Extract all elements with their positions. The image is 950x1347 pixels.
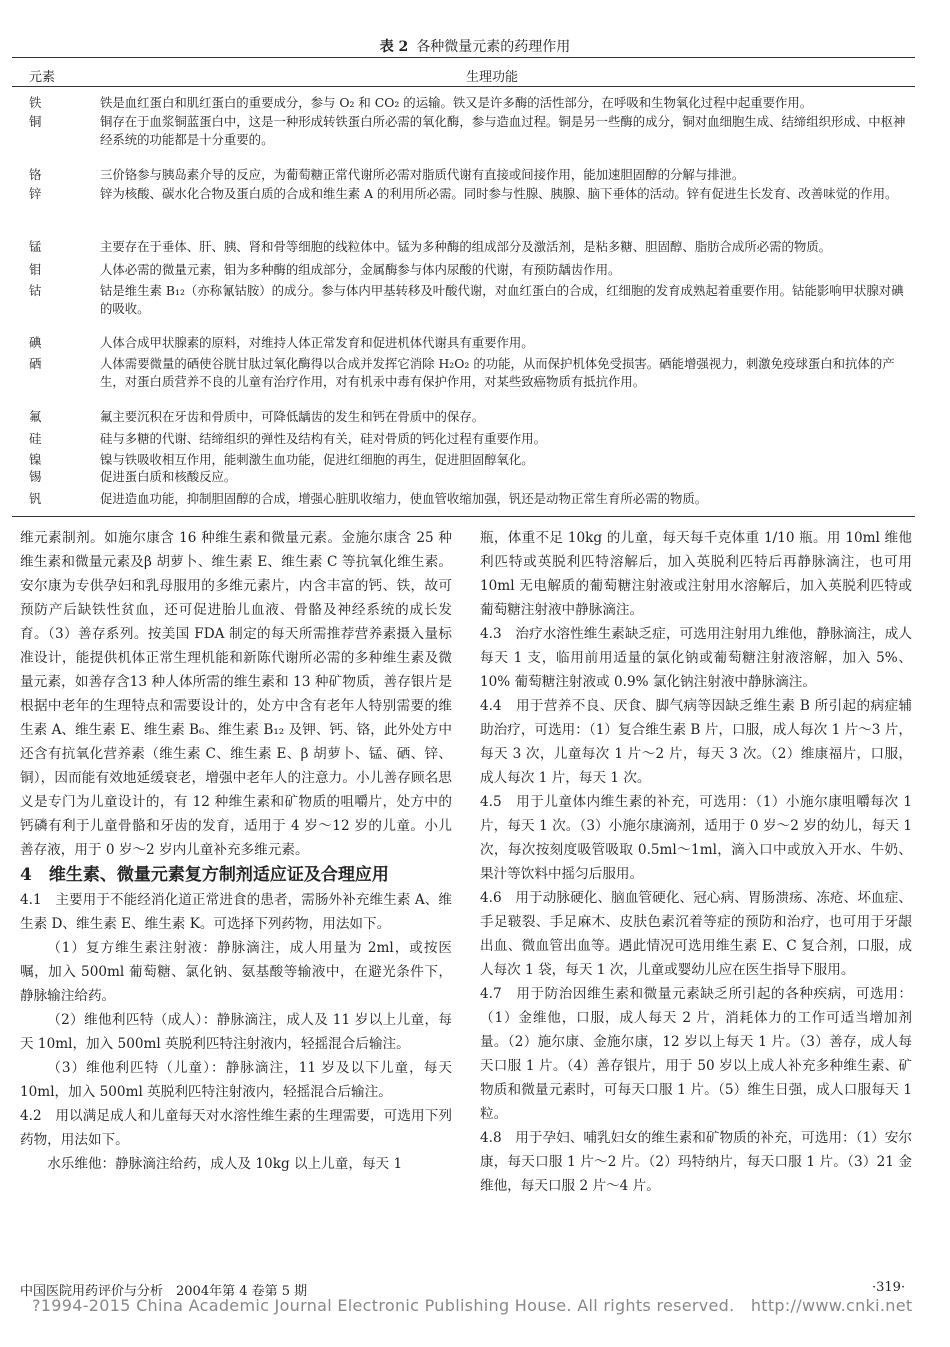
function-cell: 硅与多糖的代谢、结缔组织的弹性及结构有关，硅对骨质的钙化过程有重要作用。 xyxy=(100,431,547,446)
element-cell: 硅 xyxy=(29,431,42,446)
journal-footer: 中国医院用药评价与分析 2004年第 4 卷第 5 期 xyxy=(20,1284,308,1299)
paragraph: 4.8 用于孕妇、哺乳妇女的维生素和矿物质的补充，可选用：（1）安尔康，每天口服 1 片～2 片。（2）玛特纳片，每天口服 1 片。（3）21 金维他，每天口服 2 片～4 片。 xyxy=(480,1130,912,1194)
element-cell: 钼 xyxy=(29,262,42,277)
function-cell: 锌为核酸、碳水化合物及蛋白质的合成和维生素 A 的利用所必需。同时参与性腺、胰腺、脑下垂体的活动。锌有促进生长发育、改善味觉的作用。 xyxy=(100,186,898,201)
table-header-function: 生理功能 xyxy=(466,70,519,85)
element-cell: 铁 xyxy=(29,95,42,110)
function-cell: 钴是维生素 B₁₂（亦称氰钴胺）的成分。参与体内甲基转移及叶酸代谢，对血红蛋白的合成，红细胞的发育成熟起着重要作用。钴能影响甲状腺对碘的吸收。 xyxy=(100,283,904,316)
paragraph: 4.4 用于营养不良、厌食、脚气病等因缺乏维生素 B 所引起的病症辅助治疗，可选用：（1）复合维生素 B 片，口服，成人每次 1 片～3 片，每天 3 次，儿童每次 1 片～2 片，每天 3 次。（2）维康福片，口服，成人每次 1 片，每天 1 次。 xyxy=(480,698,912,786)
left-column xyxy=(20,526,452,1176)
paragraph: 维元素制剂。如施尔康含 16 种维生素和微量元素。金施尔康含 25 种维生素和微量元素及β 胡萝卜、维生素 E、维生素 C 等抗氧化维生素。安尔康为专供孕妇和乳母服用的多维元素片，内含丰富的钙、铁，故可预防产后缺铁性贫血，还可促进胎儿血液、骨骼及神经系统的成长发育。（3）善存系列。按美国 FDA 制定的每天所需推荐营养素摄入量标准设计，能提供机体正常生理机能和新陈代谢所必需的多种维生素及微量元素，如善存含13 种人体所需的维生素和 13 种矿物质，善存银片是根据中老年的生理特点和需要设计的，处方中含有老年人特别需要的维生素 A、维生素 E、维生素 B₆、维生素 B₁₂ 及钾、钙、铬，此外处方中还含有抗氧化营养素（维生素 C、维生素 E、β 胡萝卜、锰、硒、锌、铜），因而能有效地延缓衰老，增强中老年人的注意力。小儿善存顾名思义是专门为儿童设计的，有 12 种维生素和矿物质的咀嚼片，处方中的钙磷有利于儿童骨骼和牙齿的发育，适用于 4 岁～12 岁的儿童。小儿善存液，用于 0 岁～2 岁内儿童补充多维元素。 xyxy=(20,530,452,858)
table-caption xyxy=(0,36,950,56)
element-cell: 碘 xyxy=(29,335,42,350)
paragraph: 水乐维他：静脉滴注给药，成人及 10kg 以上儿童，每天 1 xyxy=(47,1156,403,1172)
function-cell: 镍与铁吸收相互作用，能刺激生血功能，促进红细胞的再生，促进胆固醇氧化。 xyxy=(100,452,534,467)
element-cell: 铜 xyxy=(29,114,42,129)
function-cell: 铁是血红蛋白和肌红蛋白的重要成分，参与 O₂ 和 CO₂ 的运输。铁又是许多酶的活性部分，在呼吸和生物氧化过程中起重要作用。 xyxy=(100,95,813,110)
element-cell: 钴 xyxy=(29,283,42,298)
function-cell: 人体需要微量的硒使谷胱甘肽过氧化酶得以合成并发挥它消除 H₂O₂ 的功能，从而保护机体免受损害。硒能增强视力，刺激免疫球蛋白和抗体的产生，对蛋白质营养不良的儿童有治疗作用，对有机汞中毒有保护作用，对某些致癌物质有抵抗作用。 xyxy=(100,356,895,389)
table-label: 表 2 xyxy=(379,39,409,55)
paragraph: （1）复方维生素注射液：静脉滴注，成人用量为 2ml，或按医嘱，加入 500ml 葡萄糖、氯化钠、氨基酸等输液中，在避光条件下，静脉输注给药。 xyxy=(20,940,452,1004)
table-title: 各种微量元素的药理作用 xyxy=(416,39,571,55)
paragraph: 4.2 用以满足成人和儿童每天对水溶性维生素的生理需要，可选用下列药物，用法如下。 xyxy=(20,1108,452,1148)
paragraph: 4.5 用于儿童体内维生素的补充，可选用：（1）小施尔康咀嚼每次 1 片，每天 1 次。（3）小施尔康滴剂，适用于 0 岁～2 岁的幼儿，每天 1 次，每次按刻度吸管吸取 0.5ml～1ml，滴入口中或放入开水、牛奶、果汁等饮料中摇匀后服用。 xyxy=(480,794,912,882)
element-cell: 锡 xyxy=(29,469,42,484)
paragraph: 瓶，体重不足 10kg 的儿童，每天每千克体重 1/10 瓶。用 10ml 维他利匹特或英脱利匹特溶解后，加入英脱利匹特后再静脉滴注，也可用 10ml 无电解质的葡萄糖注射液或注射用水溶解后，加入英脱利匹特或葡萄糖注射液中静脉滴注。 xyxy=(480,530,912,618)
right-column xyxy=(480,526,912,1198)
table-top-rule xyxy=(12,57,915,58)
element-cell: 锌 xyxy=(29,186,42,201)
element-cell: 锰 xyxy=(29,239,42,254)
function-cell: 促进蛋白质和核酸反应。 xyxy=(100,469,237,484)
function-cell: 主要存在于垂体、肝、胰、肾和骨等细胞的线粒体中。锰为多种酶的组成部分及激活剂，是粘多糖、胆固醇、脂肪合成所必需的物质。 xyxy=(100,239,832,254)
element-cell: 硒 xyxy=(29,356,42,371)
paragraph: （2）维他利匹特（成人）：静脉滴注，成人及 11 岁以上儿童，每天 10ml，加入 500ml 英脱利匹特注射液内，轻摇混合后输注。 xyxy=(20,1012,452,1052)
paragraph: （3）维他利匹特（儿童）：静脉滴注，11 岁及以下儿童，每天 10ml，加入 500ml 英脱利匹特注射液内，轻摇混合后输注。 xyxy=(20,1060,452,1100)
function-cell: 人体合成甲状腺素的原料，对维持人体正常发育和促进机体代谢具有重要作用。 xyxy=(100,335,534,350)
element-cell: 钒 xyxy=(29,491,42,506)
paragraph: 4.3 治疗水溶性维生素缺乏症，可选用注射用九维他，静脉滴注，成人每天 1 支，临用前用适量的氯化钠或葡萄糖注射液溶解，加入 5%、10% 葡萄糖注射液或 0.9% 氯化钠注射液中静脉滴注。 xyxy=(480,626,912,690)
paragraph: 4.6 用于动脉硬化、脑血管硬化、冠心病、胃肠溃疡、冻疮、坏血症、手足皲裂、手足麻木、皮肤色素沉着等症的预防和治疗，也可用于牙龈出血、微血管出血等。遇此情况可选用维生素 E、C 复合剂，口服，成人每次 1 袋，每天 1 次，儿童或婴幼儿应在医生指导下服用。 xyxy=(480,890,912,978)
paragraph: 4.1 主要用于不能经消化道正常进食的患者，需肠外补充维生素 A、维生素 D、维生素 E、维生素 K。可选择下列药物，用法如下。 xyxy=(20,892,452,932)
table-bottom-rule xyxy=(12,516,915,517)
function-cell: 铜存在于血浆铜蓝蛋白中，这是一种形成转铁蛋白所必需的氧化酶，参与造血过程。铜是另一些酶的成分，铜对血细胞生成、结缔组织形成、中枢神经系统的功能都是十分重要的。 xyxy=(100,114,906,147)
function-cell: 促进造血功能，抑制胆固醇的合成，增强心脏肌收缩力，使血管收缩加强，钒还是动物正常生育所必需的物质。 xyxy=(100,491,708,506)
function-cell: 氟主要沉积在牙齿和骨质中，可降低龋齿的发生和钙在骨质中的保存。 xyxy=(100,409,485,424)
element-cell: 铬 xyxy=(29,167,42,182)
table-header-element: 元素 xyxy=(29,70,56,85)
paragraph: 4.7 用于防治因维生素和微量元素缺乏所引起的各种疾病，可选用：（1）金维他，口服，成人每天 2 片，消耗体力的工作可适当增加剂量。（2）施尔康、金施尔康，12 岁以上每天 1 片。（3）善存，成人每天口服 1 片。（4）善存银片，用于 50 岁以上成人补充多种维生素、矿物质和微量元素时，可每天口服 1 片。（5）维生日强，成人口服每天 1 粒。 xyxy=(480,986,912,1122)
element-cell: 镍 xyxy=(29,452,42,467)
function-cell: 三价铬参与胰岛素介导的反应，为葡萄糖正常代谢所必需对脂质代谢有直接或间接作用，能加速胆固醇的分解与排泄。 xyxy=(100,167,745,182)
table-header-rule xyxy=(12,86,915,87)
element-cell: 氟 xyxy=(29,409,42,424)
function-cell: 人体必需的微量元素，钼为多种酶的组成部分，金属酶参与体内尿酸的代谢，有预防龋齿作用。 xyxy=(100,262,621,277)
copyright-watermark: ?1994-2015 China Academic Journal Electronic Publishing House. All rights reserved. http://www.cnki.net xyxy=(32,1296,913,1315)
page-number: ·319· xyxy=(872,1280,906,1295)
section-heading: 4 维生素、微量元素复方制剂适应证及合理应用 xyxy=(20,865,389,885)
